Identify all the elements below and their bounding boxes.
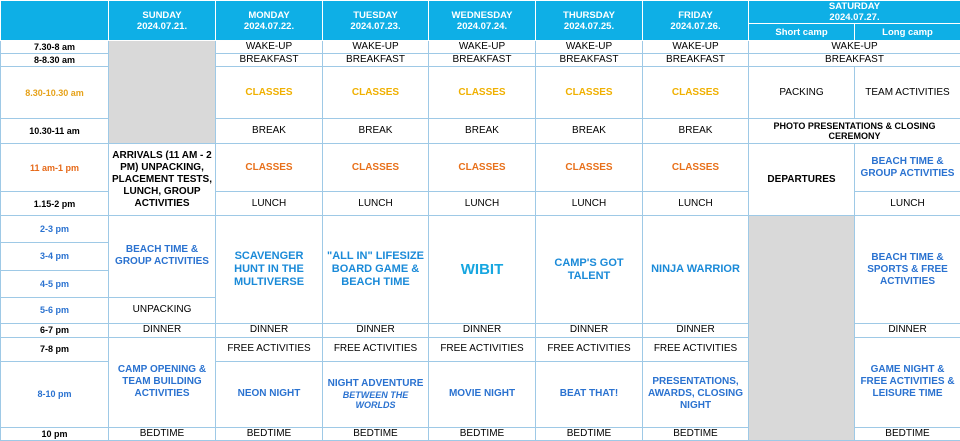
cell-sunday-unpacking: UNPACKING <box>109 297 216 323</box>
cell-bedtime: BEDTIME <box>643 427 749 440</box>
cell-classes: CLASSES <box>536 67 643 119</box>
cell-bedtime: BEDTIME <box>855 427 960 440</box>
cell-friday-presentations: PRESENTATIONS, AWARDS, CLOSING NIGHT <box>643 361 749 427</box>
cell-breakfast: BREAKFAST <box>749 54 960 67</box>
cell-bedtime: BEDTIME <box>536 427 643 440</box>
cell-dinner: DINNER <box>643 323 749 337</box>
cell-breakfast: BREAKFAST <box>429 54 536 67</box>
cell-friday-ninja: NINJA WARRIOR <box>643 216 749 323</box>
cell-tuesday-night-adventure <box>323 361 429 427</box>
cell-breakfast: BREAKFAST <box>323 54 429 67</box>
time-slot: 6-7 pm <box>1 323 109 337</box>
time-slot: 4-5 pm <box>1 270 109 297</box>
header-monday: MONDAY 2024.07.22. <box>216 1 323 41</box>
cell-lunch: LUNCH <box>536 192 643 216</box>
cell-dinner: DINNER <box>536 323 643 337</box>
cell-dinner: DINNER <box>429 323 536 337</box>
cell-wakeup: WAKE-UP <box>536 41 643 54</box>
cell-wakeup: WAKE-UP <box>643 41 749 54</box>
cell-classes: CLASSES <box>643 144 749 192</box>
time-slot: 8-8.30 am <box>1 54 109 67</box>
cell-classes: CLASSES <box>216 144 323 192</box>
time-slot: 7.30-8 am <box>1 41 109 54</box>
cell-free-activities: FREE ACTIVITIES <box>643 337 749 361</box>
cell-breakfast: BREAKFAST <box>536 54 643 67</box>
time-slot: 5-6 pm <box>1 297 109 323</box>
cell-classes: CLASSES <box>323 144 429 192</box>
time-slot: 2-3 pm <box>1 216 109 243</box>
cell-classes: CLASSES <box>323 67 429 119</box>
cell-wednesday-movie: MOVIE NIGHT <box>429 361 536 427</box>
cell-break: BREAK <box>216 119 323 144</box>
header-saturday: SATURDAY 2024.07.27. <box>749 1 960 24</box>
header-tuesday: TUESDAY 2024.07.23. <box>323 1 429 41</box>
cell-lunch: LUNCH <box>429 192 536 216</box>
cell-saturday-beach-group: BEACH TIME & GROUP ACTIVITIES <box>855 144 960 192</box>
header-corner <box>1 1 109 41</box>
header-thursday: THURSDAY 2024.07.25. <box>536 1 643 41</box>
cell-sunday-opening: CAMP OPENING & TEAM BUILDING ACTIVITIES <box>109 337 216 427</box>
night-adventure-title: NIGHT ADVENTURE <box>327 378 424 390</box>
cell-packing: PACKING <box>749 67 855 119</box>
cell-monday-neon: NEON NIGHT <box>216 361 323 427</box>
cell-free-activities: FREE ACTIVITIES <box>536 337 643 361</box>
cell-dinner: DINNER <box>109 323 216 337</box>
time-slot: 11 am-1 pm <box>1 144 109 192</box>
cell-bedtime: BEDTIME <box>216 427 323 440</box>
cell-free-activities: FREE ACTIVITIES <box>323 337 429 361</box>
cell-break: BREAK <box>643 119 749 144</box>
cell-bedtime: BEDTIME <box>109 427 216 440</box>
time-slot: 1.15-2 pm <box>1 192 109 216</box>
cell-lunch: LUNCH <box>216 192 323 216</box>
header-long-camp: Long camp <box>855 24 960 41</box>
cell-classes: CLASSES <box>429 144 536 192</box>
cell-wakeup: WAKE-UP <box>323 41 429 54</box>
cell-bedtime: BEDTIME <box>323 427 429 440</box>
cell-wakeup: WAKE-UP <box>429 41 536 54</box>
cell-sunday-arrivals: ARRIVALS (11 AM - 2 PM) UNPACKING, PLACEMENT TESTS, LUNCH, GROUP ACTIVITIES <box>109 144 216 216</box>
cell-monday-scavenger: SCAVENGER HUNT IN THE MULTIVERSE <box>216 216 323 323</box>
cell-departures: DEPARTURES <box>749 144 855 216</box>
time-slot: 7-8 pm <box>1 337 109 361</box>
cell-thursday-talent: CAMP'S GOT TALENT <box>536 216 643 323</box>
cell-lunch: LUNCH <box>323 192 429 216</box>
cell-dinner: DINNER <box>323 323 429 337</box>
header-friday: FRIDAY 2024.07.26. <box>643 1 749 41</box>
sunday-empty-morning <box>109 41 216 144</box>
cell-free-activities: FREE ACTIVITIES <box>216 337 323 361</box>
cell-photo-ceremony: PHOTO PRESENTATIONS & CLOSING CEREMONY <box>749 119 960 144</box>
cell-break: BREAK <box>429 119 536 144</box>
header-sunday: SUNDAY 2024.07.21. <box>109 1 216 41</box>
cell-lunch: LUNCH <box>643 192 749 216</box>
cell-sunday-beach: BEACH TIME & GROUP ACTIVITIES <box>109 216 216 297</box>
cell-classes: CLASSES <box>429 67 536 119</box>
cell-wakeup: WAKE-UP <box>216 41 323 54</box>
header-short-camp: Short camp <box>749 24 855 41</box>
cell-thursday-beat: BEAT THAT! <box>536 361 643 427</box>
header-wednesday: WEDNESDAY 2024.07.24. <box>429 1 536 41</box>
cell-lunch: LUNCH <box>855 192 960 216</box>
cell-saturday-beach-sports: BEACH TIME & SPORTS & FREE ACTIVITIES <box>855 216 960 323</box>
time-slot: 10.30-11 am <box>1 119 109 144</box>
time-slot: 8-10 pm <box>1 361 109 427</box>
cell-dinner: DINNER <box>216 323 323 337</box>
cell-team-activities: TEAM ACTIVITIES <box>855 67 960 119</box>
time-slot: 3-4 pm <box>1 243 109 270</box>
cell-classes: CLASSES <box>536 144 643 192</box>
cell-break: BREAK <box>536 119 643 144</box>
time-slot: 10 pm <box>1 427 109 440</box>
cell-tuesday-all-in: "ALL IN" LIFESIZE BOARD GAME & BEACH TIME <box>323 216 429 323</box>
cell-break: BREAK <box>323 119 429 144</box>
cell-dinner: DINNER <box>855 323 960 337</box>
cell-free-activities: FREE ACTIVITIES <box>429 337 536 361</box>
cell-classes: CLASSES <box>216 67 323 119</box>
cell-classes: CLASSES <box>643 67 749 119</box>
cell-bedtime: BEDTIME <box>429 427 536 440</box>
saturday-short-empty <box>749 216 855 441</box>
night-adventure-subtitle: BETWEEN THE WORLDS <box>342 390 409 411</box>
cell-wednesday-wibit: WIBIT <box>429 216 536 323</box>
cell-saturday-game-night: GAME NIGHT & FREE ACTIVITIES & LEISURE TIME <box>855 337 960 427</box>
cell-breakfast: BREAKFAST <box>216 54 323 67</box>
cell-wakeup: WAKE-UP <box>749 41 960 54</box>
time-slot: 8.30-10.30 am <box>1 67 109 119</box>
cell-breakfast: BREAKFAST <box>643 54 749 67</box>
